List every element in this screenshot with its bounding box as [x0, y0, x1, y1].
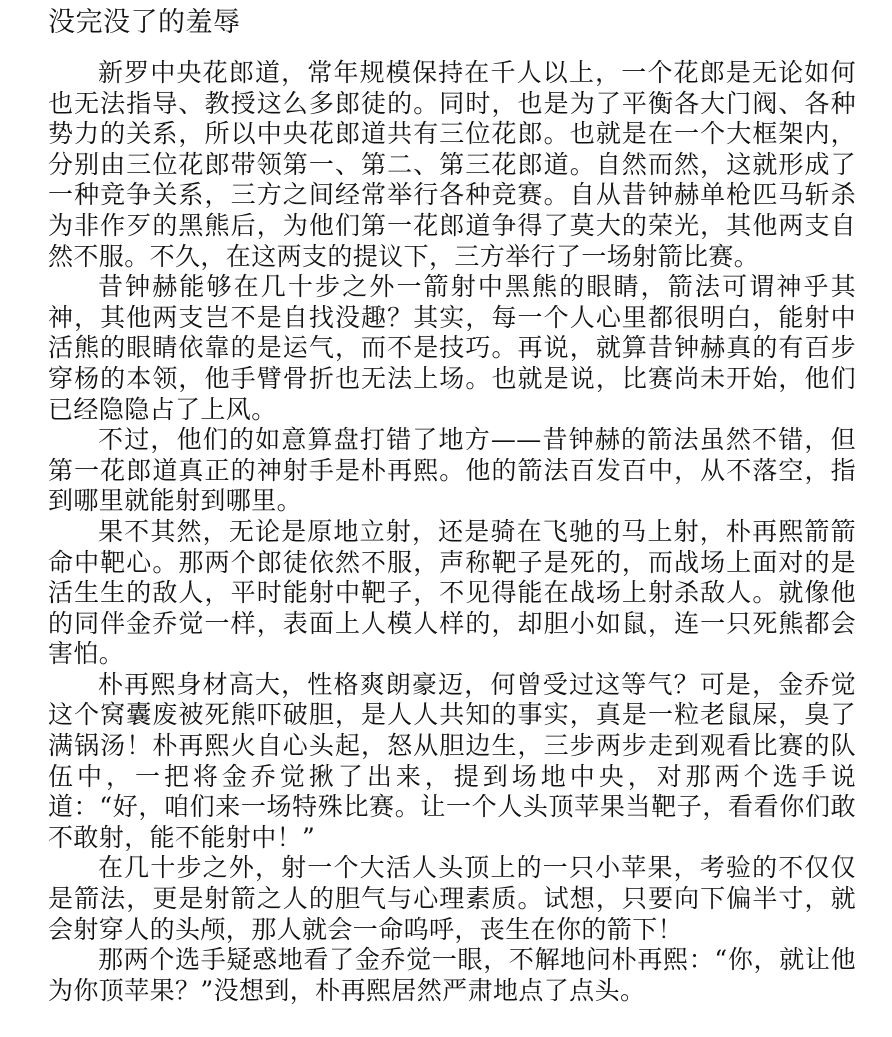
paragraph: 果不其然，无论是原地立射，还是骑在飞驰的马上射，朴再熙箭箭命中靶心。那两个郎徒依然不服，声称靶子是死的，而战场上面对的是活生生的敌人，平时能射中靶子，不见得能在战场上射杀敌人。就像他的同伴金乔觉一样，表面上人模人样的，却胆小如鼠，连一只死熊都会害怕。	[48, 516, 856, 669]
chapter-title: 没完没了的羞辱	[48, 7, 241, 38]
paragraph: 在几十步之外，射一个大活人头顶上的一只小苹果，考验的不仅仅是箭法，更是射箭之人的胆气与心理素质。试想，只要向下偏半寸，就会射穿人的头颅，那人就会一命呜呼，丧生在你的箭下！	[48, 853, 856, 944]
paragraph: 昔钟赫能够在几十步之外一箭射中黑熊的眼睛，箭法可谓神乎其神，其他两支岂不是自找没趣？其实，每一个人心里都很明白，能射中活熊的眼睛依靠的是运气，而不是技巧。再说，就算昔钟赫真的有百步穿杨的本领，他手臂骨折也无法上场。也就是说，比赛尚未开始，他们已经隐隐占了上风。	[48, 272, 856, 424]
paragraph: 那两个选手疑惑地看了金乔觉一眼，不解地问朴再熙：“你，就让他为你顶苹果？”没想到，朴再熙居然严肃地点了点头。	[48, 945, 856, 1005]
paragraph: 新罗中央花郎道，常年规模保持在千人以上，一个花郎是无论如何也无法指导、教授这么多郎徒的。同时，也是为了平衡各大门阀、各种势力的关系，所以中央花郎道共有三位花郎。也就是在一个大框架内，分别由三位花郎带领第一、第二、第三花郎道。自然而然，这就形成了一种竞争关系，三方之间经常举行各种竞赛。自从昔钟赫单枪匹马斩杀为非作歹的黑熊后，为他们第一花郎道争得了莫大的荣光，其他两支自然不服。不久，在这两支的提议下，三方举行了一场射箭比赛。	[48, 58, 856, 271]
paragraph: 不过，他们的如意算盘打错了地方——昔钟赫的箭法虽然不错，但第一花郎道真正的神射手是朴再熙。他的箭法百发百中，从不落空，指到哪里就能射到哪里。	[48, 425, 856, 516]
paragraph: 朴再熙身材高大，性格爽朗豪迈，何曾受过这等气？可是，金乔觉这个窝囊废被死熊吓破胆，是人人共知的事实，真是一粒老鼠屎，臭了满锅汤！朴再熙火自心头起，怒从胆边生，三步两步走到观看比赛的队伍中，一把将金乔觉揪了出来，提到场地中央，对那两个选手说道：“好，咱们来一场特殊比赛。让一个人头顶苹果当靶子，看看你们敢不敢射，能不能射中！”	[48, 669, 856, 852]
body-text	[48, 58, 856, 1006]
